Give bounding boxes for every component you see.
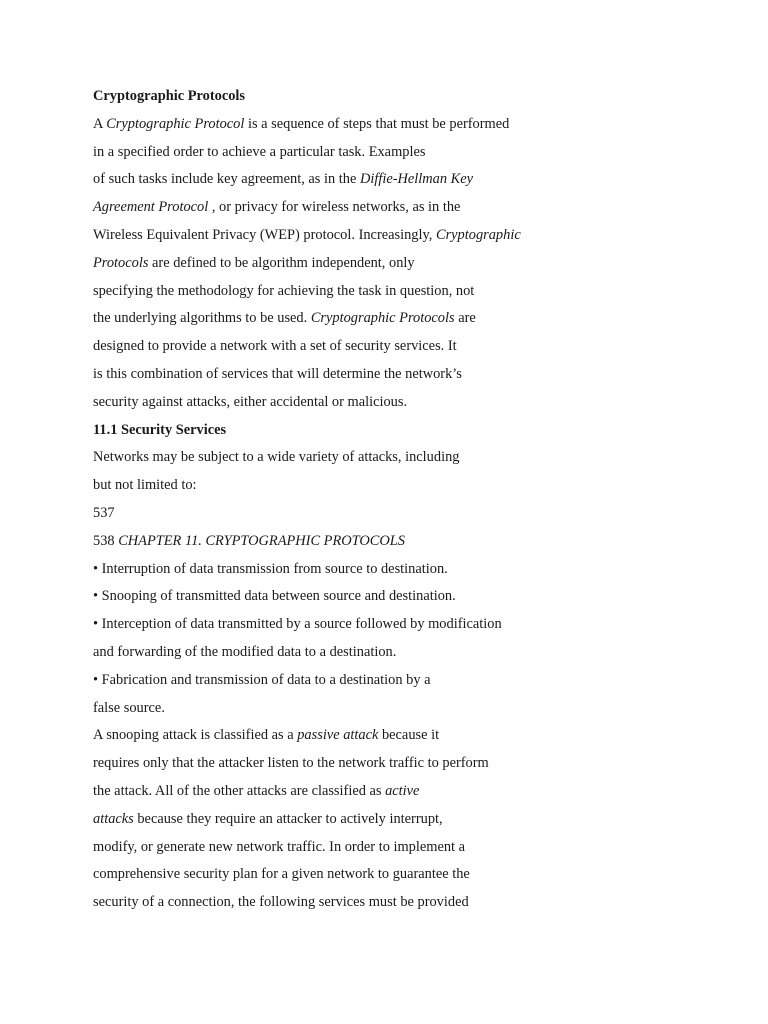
text-line <box>93 585 713 613</box>
text-line <box>93 669 713 697</box>
text-span: • Interception of data transmitted by a source followed by modification <box>93 616 502 633</box>
section-heading <box>93 85 713 113</box>
text-line <box>93 446 713 474</box>
text-span: in a specified order to achieve a particular task. Examples <box>93 143 426 160</box>
text-span: Wireless Equivalent Privacy (WEP) protocol. Increasingly, <box>93 226 436 243</box>
text-line <box>93 641 713 669</box>
text-line <box>93 363 713 391</box>
text-line <box>93 113 713 141</box>
text-line <box>93 780 713 808</box>
text-span: the attack. All of the other attacks are classified as <box>93 782 386 799</box>
text-span: security of a connection, the following services must be provided <box>93 894 469 911</box>
text-span: are <box>454 310 476 327</box>
text-span: is this combination of services that will determine the network’s <box>93 365 462 382</box>
text-line <box>93 335 713 363</box>
section-heading <box>93 419 713 447</box>
text-span: modify, or generate new network traffic. In order to implement a <box>93 838 466 855</box>
text-line <box>93 168 713 196</box>
text-span: • Fabrication and transmission of data to a destination by a <box>93 671 431 688</box>
text-line <box>93 502 713 530</box>
text-line <box>93 224 713 252</box>
text-line <box>93 724 713 752</box>
italic-text-span: passive attack <box>297 727 379 744</box>
text-span: is a sequence of steps that must be performed <box>244 115 510 132</box>
text-line <box>93 697 713 725</box>
text-line <box>93 307 713 335</box>
text-span: false source. <box>93 699 165 716</box>
text-span: but not limited to: <box>93 477 197 494</box>
italic-text-span: Cryptographic <box>435 226 521 243</box>
text-line <box>93 613 713 641</box>
text-line <box>93 196 713 224</box>
text-line <box>93 530 713 558</box>
text-span: , or privacy for wireless networks, as in the <box>208 199 461 216</box>
text-span: 537 <box>93 504 115 521</box>
text-span: specifying the methodology for achieving the task in question, not <box>93 282 475 299</box>
text-span: requires only that the attacker listen to the network traffic to perform <box>93 755 489 772</box>
text-line <box>93 141 713 169</box>
italic-text-span: attacks <box>93 810 134 827</box>
text-span: 11.1 Security Services <box>93 421 227 438</box>
italic-text-span: CHAPTER 11. CRYPTOGRAPHIC PROTOCOLS <box>118 532 405 549</box>
text-span: Networks may be subject to a wide variety of attacks, including <box>93 449 460 466</box>
text-span: • Interruption of data transmission from source to destination. <box>93 560 448 577</box>
italic-text-span: Cryptographic Protocol <box>106 115 245 132</box>
text-span: 538 <box>93 532 119 549</box>
italic-text-span: Cryptographic Protocols <box>310 310 455 327</box>
italic-text-span: Diffie-Hellman Key <box>359 171 474 188</box>
text-span: A snooping attack is classified as a <box>93 727 298 744</box>
text-span: because it <box>378 727 440 744</box>
text-span: Cryptographic Protocols <box>93 88 246 104</box>
text-span: comprehensive security plan for a given network to guarantee the <box>93 866 470 883</box>
text-span: and forwarding of the modified data to a destination. <box>93 643 397 660</box>
text-line <box>93 752 713 780</box>
text-span: of such tasks include key agreement, as in the <box>93 171 360 188</box>
text-span: designed to provide a network with a set of security services. It <box>93 338 457 355</box>
text-line <box>93 252 713 280</box>
text-line <box>93 474 713 502</box>
text-span: are defined to be algorithm independent, only <box>148 254 415 271</box>
text-line <box>93 280 713 308</box>
text-line <box>93 836 713 864</box>
text-line <box>93 863 713 891</box>
document-page <box>93 85 713 919</box>
text-line <box>93 558 713 586</box>
text-span: • Snooping of transmitted data between source and destination. <box>93 588 456 605</box>
text-line <box>93 808 713 836</box>
text-line <box>93 391 713 419</box>
text-span: because they require an attacker to actively interrupt, <box>133 810 443 827</box>
italic-text-span: Agreement Protocol <box>93 199 209 216</box>
italic-text-span: Protocols <box>93 254 149 271</box>
text-span: security against attacks, either accidental or malicious. <box>93 393 408 410</box>
text-span: A <box>93 115 107 132</box>
italic-text-span: active <box>385 782 420 799</box>
text-span: the underlying algorithms to be used. <box>93 310 311 327</box>
text-line <box>93 891 713 919</box>
